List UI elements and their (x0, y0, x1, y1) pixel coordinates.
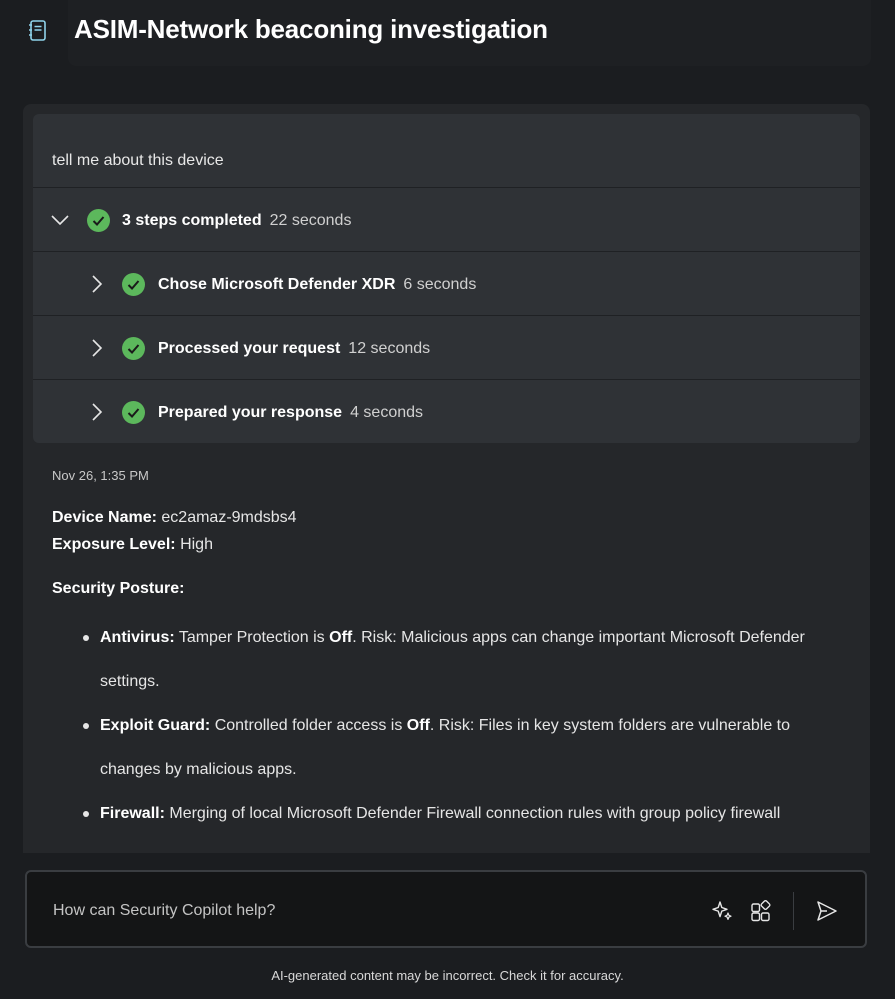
step-name: Processed your request (158, 340, 341, 357)
steps-summary-row[interactable] (33, 187, 860, 252)
step-duration: 6 seconds (403, 276, 477, 293)
notebook-icon[interactable] (27, 19, 49, 43)
device-name-value: ec2amaz-9mdsbs4 (161, 509, 297, 526)
steps-summary-duration: 22 seconds (269, 212, 352, 229)
step-label (158, 404, 423, 422)
step-row[interactable] (33, 251, 860, 316)
bullet-state: Off (329, 629, 353, 646)
bullet-label: Antivirus: (100, 629, 175, 646)
step-label (158, 276, 476, 294)
device-name-label: Device Name: (52, 509, 157, 526)
prompt-library-icon[interactable] (748, 898, 774, 924)
list-item (52, 616, 852, 704)
bullet-risk: . Risk: Malicious apps can change important Microsoft Defender settings. (100, 629, 805, 690)
prompt-composer (25, 870, 867, 948)
exposure-level-label: Exposure Level: (52, 536, 176, 553)
bullet-text: Controlled folder access is (214, 717, 403, 734)
chevron-down-icon[interactable] (50, 210, 70, 230)
exposure-level-value: High (180, 536, 213, 553)
bullet-risk: . Risk: Files in key system folders are vulnerable to changes by malicious apps. (100, 717, 791, 778)
page-title: ASIM-Network beaconing investigation (74, 14, 548, 44)
sparkle-icon[interactable] (709, 898, 735, 924)
bullet-state: Off (406, 717, 430, 734)
header (0, 0, 895, 72)
chevron-right-icon[interactable] (87, 338, 107, 358)
prompt-text: tell me about this device (52, 152, 224, 169)
device-name-line (52, 509, 297, 527)
bullet-text: Merging of local Microsoft Defender Firewall connection rules with group policy firewall (169, 805, 781, 822)
chevron-right-icon[interactable] (87, 402, 107, 422)
step-name: Prepared your response (158, 404, 343, 421)
prompt-card (33, 114, 860, 443)
check-circle-icon (87, 209, 110, 232)
step-label (158, 340, 430, 358)
step-duration: 4 seconds (350, 404, 424, 421)
step-name: Chose Microsoft Defender XDR (158, 276, 396, 293)
bullet-label: Firewall: (100, 805, 165, 822)
send-icon[interactable] (814, 898, 840, 924)
steps-summary-text: 3 steps completed (122, 212, 262, 229)
bullet-label: Exploit Guard: (100, 717, 211, 734)
steps-summary-label (122, 212, 351, 230)
list-item (52, 792, 852, 836)
check-circle-icon (122, 337, 145, 360)
security-posture-heading (52, 580, 184, 598)
bullet-text: Tamper Protection is (178, 629, 325, 646)
check-circle-icon (122, 273, 145, 296)
prompt-input[interactable] (51, 896, 675, 926)
security-posture-label: Security Posture: (52, 580, 185, 597)
ai-disclaimer: AI-generated content may be incorrect. Check it for accuracy. (271, 968, 624, 983)
chat-panel (23, 104, 870, 853)
composer-divider (793, 892, 794, 930)
step-duration: 12 seconds (348, 340, 431, 357)
response-timestamp: Nov 26, 1:35 PM (52, 468, 149, 483)
chevron-right-icon[interactable] (87, 274, 107, 294)
list-item (52, 704, 852, 792)
exposure-level-line (52, 536, 213, 554)
step-row[interactable] (33, 379, 860, 443)
check-circle-icon (122, 401, 145, 424)
security-posture-list (52, 616, 852, 836)
step-row[interactable] (33, 315, 860, 380)
